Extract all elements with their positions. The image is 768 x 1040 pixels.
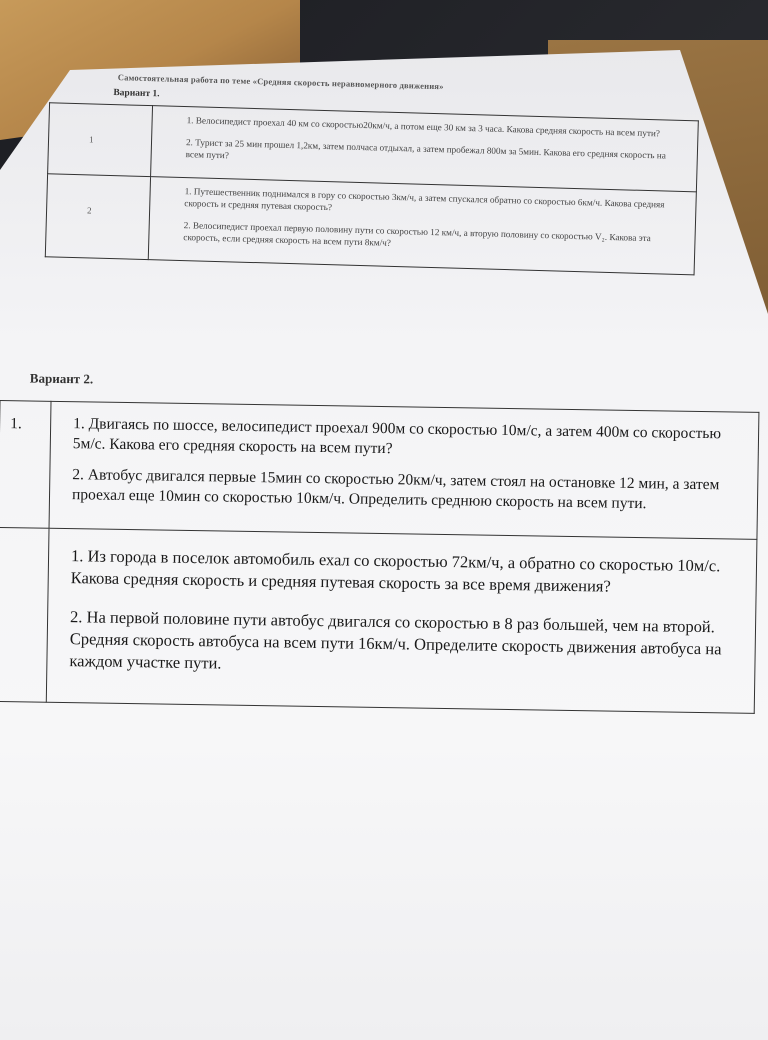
task-text: 2. Велосипедист проехал первую половину пути со скоростью 12 км/ч, а вторую половину со скоростью V₂. Какова эта скорость, если средняя скорость на всем пути 8км/ч? [183,219,651,248]
worksheet-title: Самостоятельная работа по теме «Средняя скорость неравномерного движения» [117,72,444,92]
task-text: 2. На первой половине пути автобус двигался со скоростью в 8 раз большей, чем на второй. Средняя скорость автобуса на всем пути 16км/ч. Определите скорость движения автобуса на каждом участке пути. [69,607,722,673]
row-number: 2 [45,174,150,260]
row-number [0,527,49,702]
table-row [0,527,757,713]
task-cell [46,528,757,713]
variant-2-table [0,400,759,714]
row-number: 1. [0,401,51,529]
variant-1-table [45,102,699,275]
table-row [0,401,759,540]
task-text: 1. Из города в поселок автомобиль ехал со скоростью 72км/ч, а обратно со скоростью 10м/с. Какова средняя скорость и средняя путевая скорость за все время движения? [70,545,721,596]
row-number: 1 [48,103,153,177]
variant-1-section [35,70,740,276]
table-row [45,174,696,275]
task-text: 1. Велосипедист проехал 40 км со скоростью20км/ч, а потом еще 30 км за 3 часа. Какова средняя скорость на всем пути? [186,115,661,139]
variant-1-label: Вариант 1. [113,88,160,100]
variant-2-label: Вариант 2. [29,370,94,387]
task-cell [148,176,696,274]
task-text: 2. Турист за 25 мин прошел 1,2км, затем полчаса отдыхал, а затем пробежал 800м за 5мин. Какова его средняя скорость на всем пути? [185,137,666,161]
task-text: 1. Двигаясь по шоссе, велосипедист проехал 900м со скоростью 10м/с, а затем 400м со скоростью 5м/с. Какова его средняя скорость на всем пути? [72,415,722,458]
task-cell [49,401,759,539]
task-text: 1. Путешественник поднимался в гору со скоростью 3км/ч, а затем спускался обратно со скоростью 6км/ч. Какова средняя скорость и средняя путевая скорость? [184,185,665,213]
task-text: 2. Автобус двигался первые 15мин со скоростью 20км/ч, затем стоял на остановке 12 мин, а затем проехал еще 10мин со скоростью 10км/ч. Определить среднюю скорость на всем пути. [71,466,720,513]
variant-2-section [0,370,768,714]
